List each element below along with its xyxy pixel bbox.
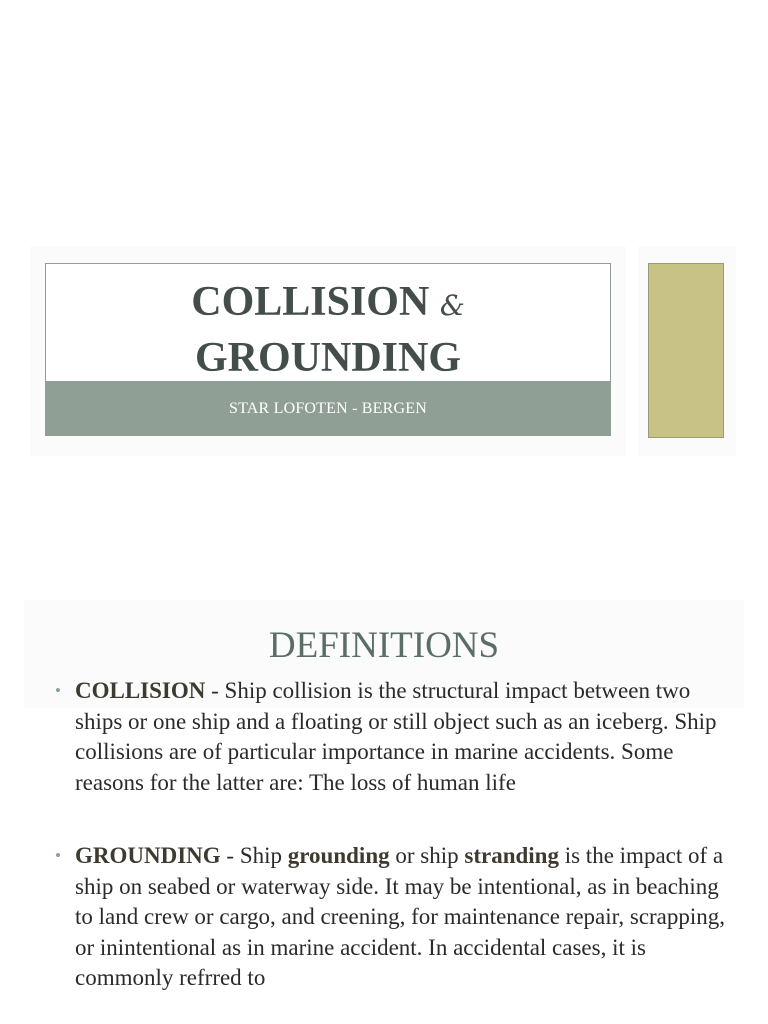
grounding-bold-1: grounding [287,843,390,868]
collision-definition: - Ship collision is the structural impact between two ships or one ship and a floating or still object such as an iceberg. Ship collisions are of particular importance in marine accidents. Some reasons for the latter are: The loss of human life [75,678,717,795]
subtitle-band [46,381,610,435]
slide-subtitle: STAR LOFOTEN - BERGEN [228,400,428,417]
accent-rectangle [648,263,724,438]
title-slide [30,246,736,456]
title-ampersand: & [439,289,465,322]
grounding-text-2: or ship [389,843,465,868]
grounding-bold-2: stranding [464,843,559,868]
accent-gap [626,246,638,456]
grounding-text-1: - Ship [220,843,288,868]
definitions-list [55,676,735,994]
list-item-collision [55,676,735,798]
grounding-text-3: is the impact of a ship on seabed or waterway side. It may be intentional, as in beaching to land crew or cargo, and creening, for maintenance repair, scrapping, or inintentional as in marine accident. In accidental cases, it is commonly refrred to [75,843,726,990]
bullet-icon: • [55,846,61,865]
bullet-icon: • [55,681,61,700]
list-item-grounding [55,841,735,994]
title-line-2: GROUNDING [194,335,461,381]
slide-title [46,276,610,384]
title-line-1: COLLISION [191,279,430,325]
definitions-heading: DEFINITIONS [268,625,500,666]
collision-term: COLLISION [75,678,206,703]
grounding-term: GROUNDING [75,843,221,868]
title-box [45,263,611,436]
